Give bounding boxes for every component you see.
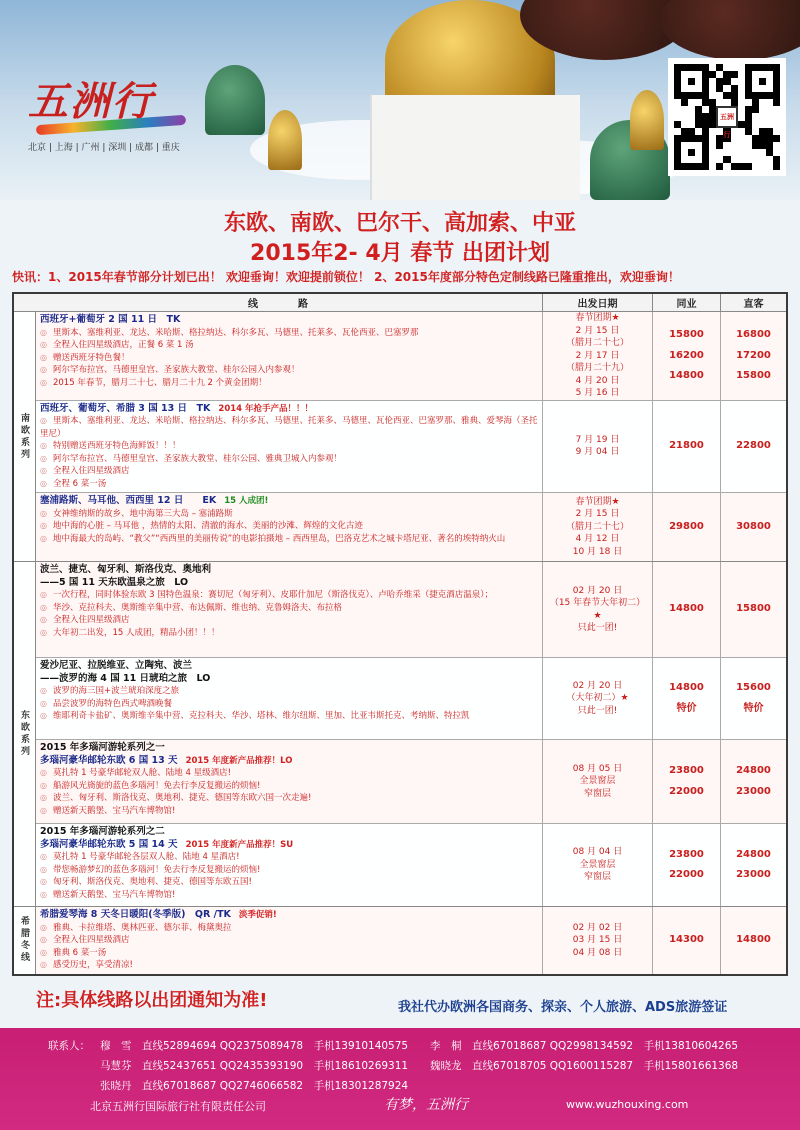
route-subtitle: ——5 国 11 天东欧温泉之旅 LO [40, 576, 189, 588]
departure-date: 2 月 17 日 [575, 350, 620, 361]
date-cell [542, 824, 652, 906]
route-title: 2015 年多瑙河游轮系列之二 [40, 826, 165, 837]
route-bullet: ◎ 莫扎特 1 号豪华邮轮双人舱、陆地 4 星级酒店! [40, 767, 538, 780]
route-bullet: ◎ 全程 6 菜一汤 [40, 478, 538, 491]
contact-entry[interactable]: 张晓丹 直线67018687 QQ2746066582 手机18301287924 [100, 1080, 409, 1092]
departure-date: 全景窗层 [579, 859, 616, 870]
direct-price-cell [720, 493, 786, 561]
route-bullet: ◎ 船游风光旖旎的蓝色多瑙河！免去行李反复搬运的烦恼! [40, 780, 538, 793]
route-title-line [40, 564, 538, 577]
route-bullet: ◎ 2015 年春节，腊月二十七、腊月二十九 2 个黄金团期！ [40, 377, 538, 390]
region-tours [36, 907, 786, 974]
departure-date: 08 月 04 日 [572, 847, 623, 858]
route-bullet: ◎ 波罗的海三国+波兰琥珀深度之旅 [40, 685, 538, 698]
peer-price-cell [652, 493, 720, 561]
departure-date: 2 月 15 日 [575, 325, 620, 336]
tour-row[interactable] [36, 740, 786, 824]
route-bullet: ◎ 全程入住四星级酒店 [40, 934, 538, 947]
departure-date: （大年初二）★ [566, 693, 629, 704]
region-row [14, 907, 786, 974]
route-bullet: ◎ 赠送新天鹅堡、宝马汽车博物馆! [40, 889, 538, 902]
departure-date: 03 月 15 日 [572, 935, 623, 945]
departure-date: 04 月 08 日 [572, 947, 623, 958]
route-bullet: ◎ 阿尔罕布拉宫、马德里皇宫、圣家族大教堂、桂尔公园、雅典卫城入内参观！ [40, 453, 538, 466]
date-cell [542, 493, 652, 561]
peer-price-cell [652, 401, 720, 493]
tour-row[interactable] [36, 562, 786, 658]
peer-price: 21800 [669, 440, 704, 451]
contact-entry[interactable]: 魏晓龙 直线67018705 QQ1600115287 手机15801661368 [430, 1060, 739, 1072]
direct-price: 15800 [736, 370, 771, 381]
departure-date: （15 年春节大年初二） [549, 598, 646, 608]
route-badge: 2015 年度新产品推荐！LO [185, 755, 293, 766]
green-dome [205, 65, 265, 135]
route-bullet: ◎ 全程入住四星级酒店，正餐 6 菜 1 汤 [40, 339, 538, 352]
peer-price-cell [652, 907, 720, 974]
route-bullet: ◎ 品尝波罗的海特色西式啤酒晚餐 [40, 698, 538, 711]
direct-price: 14800 [736, 934, 771, 945]
direct-price: 23000 [736, 785, 771, 797]
header-route: 线 路 [248, 299, 308, 310]
peer-price: 14300 [669, 934, 704, 945]
company-name: 北京五洲行国际旅行社有限责任公司 [90, 1100, 266, 1113]
route-subtitle-line [40, 577, 538, 590]
route-bullet: ◎ 特别赠送西班牙特色海鲜饭！！！ [40, 440, 538, 453]
departure-date: 5 月 16 日 [575, 388, 620, 398]
route-cell [36, 401, 542, 493]
route-bullet: ◎ 雅典、卡拉维塔、奥林匹亚、德尔菲、梅黛奥拉 [40, 922, 538, 935]
foliage [660, 0, 800, 60]
departure-date: 7 月 19 日 [575, 434, 620, 445]
headline-regions: 东欧、南欧、巴尔干、高加索、中亚 [223, 211, 576, 236]
peer-price: 14800 [669, 370, 704, 381]
peer-price: 14800 [669, 682, 704, 693]
route-bullet: ◎ 一次行程，同时体验东欧 3 国特色温泉：赛切尼（匈牙利）、皮耶什加尼（斯洛伐克）、卢哈乔维采（捷克酒店温泉）； [40, 589, 538, 602]
direct-price-cell [720, 907, 786, 974]
route-cell [36, 562, 542, 657]
peer-price-cell [652, 740, 720, 823]
direct-price: 16800 [736, 329, 771, 340]
route-badge: 2015 年度新产品推荐！SU [185, 839, 294, 850]
tour-table [12, 292, 788, 976]
visa-service: 我社代办欧洲各国商务、探亲、个人旅游、ADS旅游签证 [398, 1000, 728, 1015]
tour-row[interactable] [36, 401, 786, 494]
route-subtitle-line [40, 755, 538, 768]
header-peer: 同业 [652, 294, 720, 311]
qr-center-logo: 五洲行 [716, 106, 738, 128]
small-gold-dome [630, 90, 664, 150]
contact-label: 联系人： [48, 1040, 90, 1052]
peer-price: 16200 [669, 349, 704, 361]
peer-price-cell [652, 562, 720, 657]
route-bullet: ◎ 带您畅游梦幻的蓝色多瑙河！免去行李反复搬运的烦恼! [40, 864, 538, 877]
direct-price-cell [720, 740, 786, 823]
region-row [14, 562, 786, 907]
route-bullet: ◎ 里斯本、塞维利亚、龙达、米哈斯、格拉纳达、科尔多瓦、马德里、托莱多、瓦伦西亚、巴塞罗那 [40, 327, 538, 340]
region-label: 南欧系列 [14, 312, 36, 561]
disclaimer-note: 注:具体线路以出团通知为准! [36, 990, 268, 1011]
route-bullet: ◎ 里斯本、塞维利亚、龙达、米哈斯、格拉纳达、科尔多瓦、马德里、托莱多、马德里、瓦伦西亚、巴塞罗那、雅典、爱琴海（圣托里尼） [40, 415, 538, 440]
departure-date: 02 月 20 日 [572, 680, 623, 691]
peer-price: 22000 [669, 785, 704, 797]
hero-banner [0, 0, 800, 200]
departure-date: 全景窗层 [579, 776, 616, 787]
route-title: 希腊爱琴海 8 天冬日暖阳(冬季版) QR /TK [40, 909, 231, 920]
date-cell [542, 907, 652, 974]
peer-price: 22000 [669, 869, 704, 880]
route-bullet: ◎ 莫扎特 1 号豪华邮轮各层双人舱、陆地 4 星酒店! [40, 851, 538, 864]
direct-price: 15800 [736, 603, 771, 615]
logo-wordmark: 五洲行 [28, 78, 154, 125]
route-bullet: ◎ 匈牙利、斯洛伐克、奥地利、捷克、德国等东欧五国! [40, 876, 538, 889]
route-bullet: ◎ 感受历史，享受清凉! [40, 959, 538, 972]
route-bullet: ◎ 大年初二出发，15 人成团，精品小团！！！ [40, 627, 538, 640]
route-title-line [40, 314, 538, 327]
date-cell [542, 658, 652, 739]
contact-entry[interactable]: 马慧芬 直线52437651 QQ2435393190 手机18610269311 [100, 1060, 409, 1072]
peer-price: 23800 [669, 848, 704, 860]
departure-date: 4 月 20 日 [575, 375, 620, 386]
departure-date: 02 月 20 日 [572, 585, 623, 596]
direct-price: 17200 [736, 349, 771, 361]
departure-date: 只此一团! [577, 705, 618, 716]
direct-price: 24800 [736, 765, 771, 776]
header-date: 出发日期 [542, 294, 652, 311]
route-bullet: ◎ 全程入住四星级酒店 [40, 614, 538, 627]
departure-date: 02 月 02 日 [572, 922, 623, 933]
date-cell [542, 312, 652, 400]
route-title-line [40, 403, 538, 416]
route-cell [36, 493, 542, 561]
route-title-line [40, 742, 538, 755]
departure-date: ★ [593, 610, 602, 621]
peer-price: 特价 [676, 702, 697, 714]
direct-price: 24800 [736, 848, 771, 860]
route-bullet: ◎ 地中海最大的岛屿、“教父”“西西里的美丽传说”的电影拍摄地 – 西西里岛，巴洛克艺术之城卡塔尼亚、著名的埃特纳火山 [40, 533, 538, 546]
contact-footer [0, 1028, 800, 1130]
direct-price-cell [720, 658, 786, 739]
table-body [14, 312, 786, 974]
news-flash: 快讯：1、2015年春节部分计划已出！ 欢迎垂询！欢迎提前锁位！ 2、2015年度部分特色定制线路已隆重推出，欢迎垂询！ [12, 270, 680, 284]
website-link[interactable]: www.wuzhouxing.com [566, 1098, 689, 1111]
peer-price: 29800 [669, 520, 704, 532]
qr-code[interactable] [668, 58, 786, 176]
route-title: 西班牙+葡萄牙 2 国 11 日 TK [40, 314, 181, 325]
departure-date: 2 月 15 日 [575, 509, 620, 520]
route-cell [36, 740, 542, 823]
brand-logo[interactable] [28, 70, 198, 160]
table-header [14, 294, 786, 312]
tour-row[interactable] [36, 824, 786, 906]
peer-price-cell [652, 824, 720, 906]
tour-row[interactable] [36, 658, 786, 740]
departure-date: 春节团期★ [575, 313, 620, 323]
route-cell [36, 312, 542, 400]
route-bullet: ◎ 阿尔罕布拉宫、马德里皇宫、圣家族大教堂、桂尔公园入内参观！ [40, 364, 538, 377]
direct-price-cell [720, 824, 786, 906]
church-wall [370, 95, 580, 200]
peer-price: 23800 [669, 765, 704, 776]
route-subtitle: ——波罗的海 4 国 11 日琥珀之旅 LO [40, 672, 211, 684]
route-title: 塞浦路斯、马耳他、西西里 12 日 EK [40, 495, 217, 506]
route-subtitle-line [40, 673, 538, 686]
region-tours [36, 312, 786, 561]
date-cell [542, 401, 652, 493]
region-row [14, 312, 786, 562]
route-cell [36, 824, 542, 906]
tour-row[interactable] [36, 907, 786, 974]
departure-date: 10 月 18 日 [572, 546, 623, 557]
direct-price: 22800 [736, 440, 771, 451]
route-badge: 淡季促销! [238, 910, 277, 920]
departure-date: 9 月 04 日 [575, 447, 620, 458]
departure-date: 窄窗层 [583, 872, 611, 883]
departure-date: （腊月二十七） [565, 521, 629, 532]
departure-date: 08 月 05 日 [572, 763, 623, 774]
contact-entry[interactable]: 穆 雪 直线52894694 QQ2375089478 手机13910140575 [100, 1040, 409, 1052]
route-bullet: ◎ 地中海的心脏 – 马耳他 ，热情的太阳、清澈的海水、美丽的沙滩、辉煌的文化古迹 [40, 520, 538, 533]
route-title-line [40, 909, 538, 922]
route-title: 2015 年多瑙河游轮系列之一 [40, 742, 165, 753]
route-subtitle-line [40, 839, 538, 852]
region-label: 东欧系列 [14, 562, 36, 906]
departure-date: 窄窗层 [583, 788, 611, 799]
route-title: 爱沙尼亚、拉脱维亚、立陶宛、波兰 [40, 660, 193, 671]
route-badge: 2014 年抢手产品！！！ [218, 403, 314, 414]
route-title: 波兰、捷克、匈牙利、斯洛伐克、奥地利 [40, 564, 212, 575]
date-cell [542, 562, 652, 657]
direct-price: 23000 [736, 869, 771, 880]
route-bullet: ◎ 雅典 6 菜一汤 [40, 947, 538, 960]
route-bullet: ◎ 波兰、匈牙利、斯洛伐克、奥地利、捷克、德国等东欧六国一次走遍! [40, 792, 538, 805]
route-bullet: ◎ 赠送西班牙特色餐！ [40, 352, 538, 365]
departure-date: （腊月二十七） [565, 338, 629, 348]
direct-price: 特价 [743, 702, 764, 714]
direct-price: 15600 [736, 682, 771, 693]
departure-date: 4 月 12 日 [575, 534, 620, 545]
peer-price-cell [652, 312, 720, 400]
route-title-line [40, 826, 538, 839]
route-subtitle: 多瑙河豪华邮轮东欧 6 国 13 天 [40, 754, 178, 766]
date-cell [542, 740, 652, 823]
route-title-line [40, 660, 538, 673]
route-title: 西班牙、葡萄牙、希腊 3 国 13 日 TK [40, 402, 211, 414]
route-bullet: ◎ 全程入住四星级酒店 [40, 465, 538, 478]
region-label: 希腊冬线 [14, 907, 36, 974]
route-cell [36, 907, 542, 974]
tour-row[interactable] [36, 312, 786, 401]
departure-date: 只此一团! [577, 623, 618, 633]
route-bullet: ◎ 赠送新天鹅堡、宝马汽车博物馆! [40, 805, 538, 818]
contact-entry[interactable]: 李 桐 直线67018687 QQ2998134592 手机13810604265 [430, 1040, 739, 1052]
route-bullet: ◎ 女神维纳斯的故乡、地中海第三大岛 – 塞浦路斯 [40, 508, 538, 521]
peer-price: 14800 [669, 603, 704, 615]
header-direct: 直客 [720, 294, 786, 311]
direct-price-cell [720, 401, 786, 493]
headline-schedule: 2015年2- 4月 春节 出团计划 [250, 241, 550, 266]
direct-price-cell [720, 562, 786, 657]
direct-price-cell [720, 312, 786, 400]
route-bullet: ◎ 华沙、克拉科夫、奥斯维辛集中营、布达佩斯、维也纳、克鲁姆洛夫、布拉格 [40, 602, 538, 615]
route-cell [36, 658, 542, 739]
region-tours [36, 562, 786, 906]
route-bullet: ◎ 维耶利奇卡盐矿、奥斯维辛集中营、克拉科夫、华沙、塔林、维尔纽斯、里加、比亚韦斯托克、考纳斯、特拉凯 [40, 710, 538, 723]
peer-price: 15800 [669, 329, 704, 340]
small-gold-dome [268, 110, 302, 170]
logo-cities: 北京 | 上海 | 广州 | 深圳 | 成都 | 重庆 [28, 143, 180, 153]
peer-price-cell [652, 658, 720, 739]
departure-date: 春节团期★ [575, 496, 620, 507]
tour-row[interactable] [36, 493, 786, 561]
departure-date: （腊月二十九） [565, 363, 629, 373]
route-subtitle: 多瑙河豪华邮轮东欧 5 国 14 天 [40, 838, 178, 850]
direct-price: 30800 [736, 520, 771, 532]
slogan: 有梦，五洲行 [384, 1097, 468, 1113]
route-title-line [40, 495, 538, 508]
route-badge: 15 人成团! [224, 496, 269, 506]
